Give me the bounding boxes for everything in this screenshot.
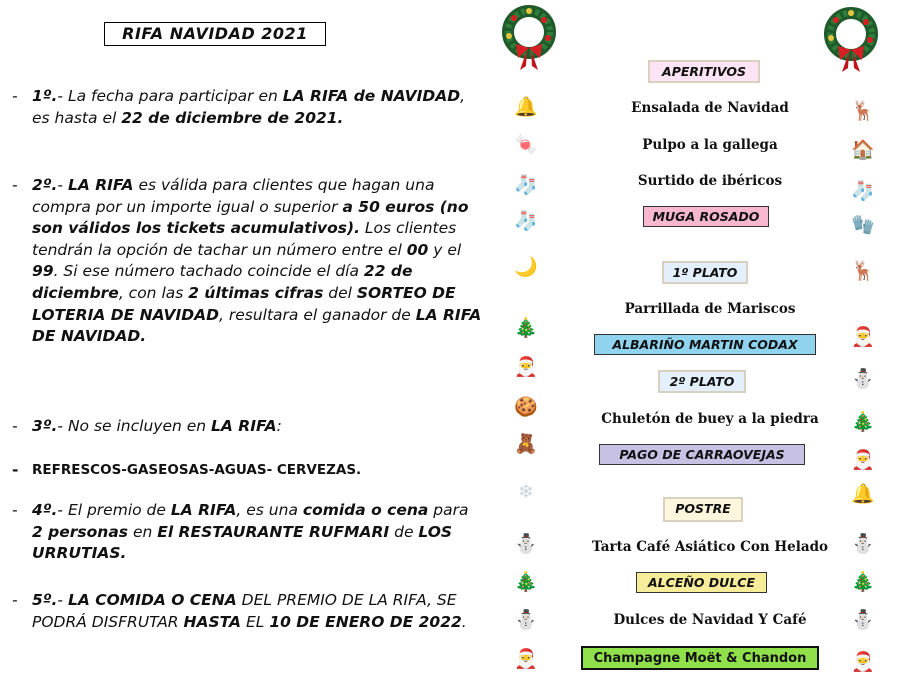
mitten-icon: 🧤 (851, 213, 875, 236)
rule-rule4 (12, 500, 482, 565)
menu-item: Dulces de Navidad Y Café (613, 612, 807, 628)
rule-text-part: - La fecha para participar en (57, 87, 283, 105)
rule-text-part: y el (428, 240, 462, 259)
snowman-icon: ⛄ (851, 367, 875, 390)
rule-text-part: a 50 euros (no son válidos los tickets acumulativos). (32, 197, 469, 238)
rule-text-part: EL (241, 612, 270, 631)
rule-text (32, 86, 482, 129)
section-primer-plato: 1º PLATO (662, 261, 748, 284)
rule-text-part: - (57, 176, 68, 194)
rule-rule3 (12, 416, 482, 438)
rule-text-part: 2 últimas cifras (188, 283, 324, 302)
rule-text-part: , es hasta el (32, 87, 466, 127)
rule-text-part: en (128, 522, 158, 541)
rule-text-part: 3º. (32, 417, 58, 435)
rule-text-part: DEL PREMIO DE LA RIFA, SE PODRÁ DISFRUTAR (32, 591, 457, 631)
stocking-icon: 🧦 (514, 173, 538, 196)
snowman-icon: ⛄ (851, 532, 875, 555)
rule-text-part: 1º. (32, 87, 58, 105)
section-postre: POSTRE (663, 497, 743, 522)
section-aperitivos: APERITIVOS (648, 60, 760, 83)
wine-carraovejas: PAGO DE CARRAOVEJAS (599, 444, 805, 465)
rule-text-part: - No se incluyen en (57, 417, 212, 435)
rule-text-part: 2 personas (32, 522, 129, 541)
rule-text-part: LA RIFA (170, 501, 237, 519)
rule-text-part: LA RIFA de NAVIDAD (282, 87, 461, 105)
moon-icon: 🌙 (514, 255, 538, 278)
rule-text-part: 5º. (32, 591, 58, 609)
rule-rule2 (12, 175, 482, 348)
wine-champagne: Champagne Moët & Chandon (581, 646, 819, 670)
page-title: RIFA NAVIDAD 2021 (104, 22, 326, 46)
rule-text-part: 22 de diciembre de 2021. (121, 108, 344, 127)
snowman-icon: ⛄ (514, 532, 538, 555)
rule-text-part: es válida para clientes que hagan una compra por un importe igual o superior (32, 176, 435, 216)
rule-text-part: LA COMIDA O CENA (67, 591, 237, 609)
rule-text-part: para (428, 501, 469, 519)
santa-icon: 🎅 (851, 325, 875, 348)
rule-text-part: , con las (118, 283, 189, 302)
rule-rule5 (12, 590, 482, 633)
rule-text-part: , es una (236, 501, 303, 519)
bullet-dash: - (12, 461, 19, 479)
menu-item: Parrillada de Mariscos (624, 301, 796, 317)
rule-text-part: del (323, 283, 357, 302)
rule-text-part: Los clientes tendrán la opción de tachar un número entre el (32, 219, 457, 259)
wreath-icon (822, 6, 880, 76)
rule-text-part: - (57, 591, 68, 609)
rule-text (32, 590, 482, 633)
tree-icon: 🎄 (514, 316, 538, 339)
rule-text-part: . (461, 612, 467, 631)
menu-item: Ensalada de Navidad (631, 100, 789, 116)
rule-rule3b (12, 460, 482, 482)
wreath-icon (500, 4, 558, 74)
wine-albarino: ALBARIÑO MARTIN CODAX (594, 334, 816, 355)
tree-icon: 🎄 (514, 570, 538, 593)
rule-text-part: de (389, 522, 419, 541)
rule-text-part: LA RIFA (211, 417, 277, 435)
rule-text-part: El RESTAURANTE RUFMARI (157, 522, 390, 541)
rule-text-part: : (276, 417, 282, 435)
rule-text (32, 500, 482, 565)
rule-rule1 (12, 86, 482, 129)
rule-text-part: REFRESCOS-GASEOSAS-AGUAS- CERVEZAS. (32, 462, 362, 478)
rule-text-part: , resultara el ganador de (219, 305, 416, 324)
reindeer-wreath-icon: 🦌 (851, 99, 875, 122)
rule-text-part: 2º. (32, 176, 58, 194)
rule-text-part: . Si ese número tachado coincide el día (53, 262, 364, 281)
bells-icon: 🔔 (514, 95, 538, 118)
santa-icon: 🎅 (514, 647, 538, 670)
bear-icon: 🧸 (514, 432, 538, 455)
santa-hat-icon: 🎅 (514, 355, 538, 378)
candy-cane-icon: 🍬 (514, 133, 538, 156)
tree-icon: 🎄 (851, 410, 875, 433)
menu-item: Pulpo a la gallega (642, 137, 778, 153)
rule-text-part: comida o cena (302, 501, 429, 519)
rule-text-part: 99 (32, 262, 54, 281)
house-icon: 🏠 (851, 138, 875, 161)
bullet-dash: - (12, 176, 18, 194)
rule-text-part: LOS URRUTIAS. (32, 522, 453, 563)
wine-muga-rosado: MUGA ROSADO (643, 206, 769, 227)
snowflake-icon: ❄ (518, 480, 534, 503)
menu-item: Tarta Café Asiático Con Helado (591, 539, 829, 555)
bullet-dash: - (12, 591, 18, 609)
rule-text-part: LA RIFA DE NAVIDAD. (32, 305, 482, 346)
bullet-dash: - (12, 87, 18, 105)
santa-icon: 🎅 (851, 650, 875, 673)
rule-text-part: 10 DE ENERO DE 2022 (269, 612, 462, 631)
menu-item: Surtido de ibéricos (637, 173, 783, 189)
stocking-icon: 🧦 (851, 179, 875, 202)
santa-hat-icon: 🎅 (851, 448, 875, 471)
section-segundo-plato: 2º PLATO (658, 370, 746, 393)
rule-text-part: LA RIFA (67, 176, 134, 194)
rule-text-part: SORTEO DE LOTERIA DE NAVIDAD (32, 283, 456, 324)
bells-icon: 🔔 (851, 482, 875, 505)
snowman-icon: ⛄ (851, 608, 875, 631)
rule-text (32, 460, 482, 482)
tree-icon: 🎄 (851, 570, 875, 593)
reindeer-icon: 🦌 (851, 259, 875, 282)
bullet-dash: - (12, 417, 18, 435)
rule-text-part: HASTA (183, 612, 242, 631)
gingerbread-icon: 🍪 (514, 395, 538, 418)
rule-text-part: 00 (406, 240, 429, 259)
rule-text-part: - El premio de (57, 501, 171, 519)
wine-alceno-dulce: ALCEÑO DULCE (636, 572, 767, 593)
stocking-icon: 🧦 (514, 209, 538, 232)
snowman-icon: ⛄ (514, 608, 538, 631)
rule-text-part: 22 de diciembre (32, 262, 413, 302)
rule-text (32, 416, 482, 438)
bullet-dash: - (12, 501, 18, 519)
rule-text-part: 4º. (32, 501, 58, 519)
menu-item: Chuletón de buey a la piedra (601, 411, 819, 427)
rule-text (32, 175, 482, 348)
